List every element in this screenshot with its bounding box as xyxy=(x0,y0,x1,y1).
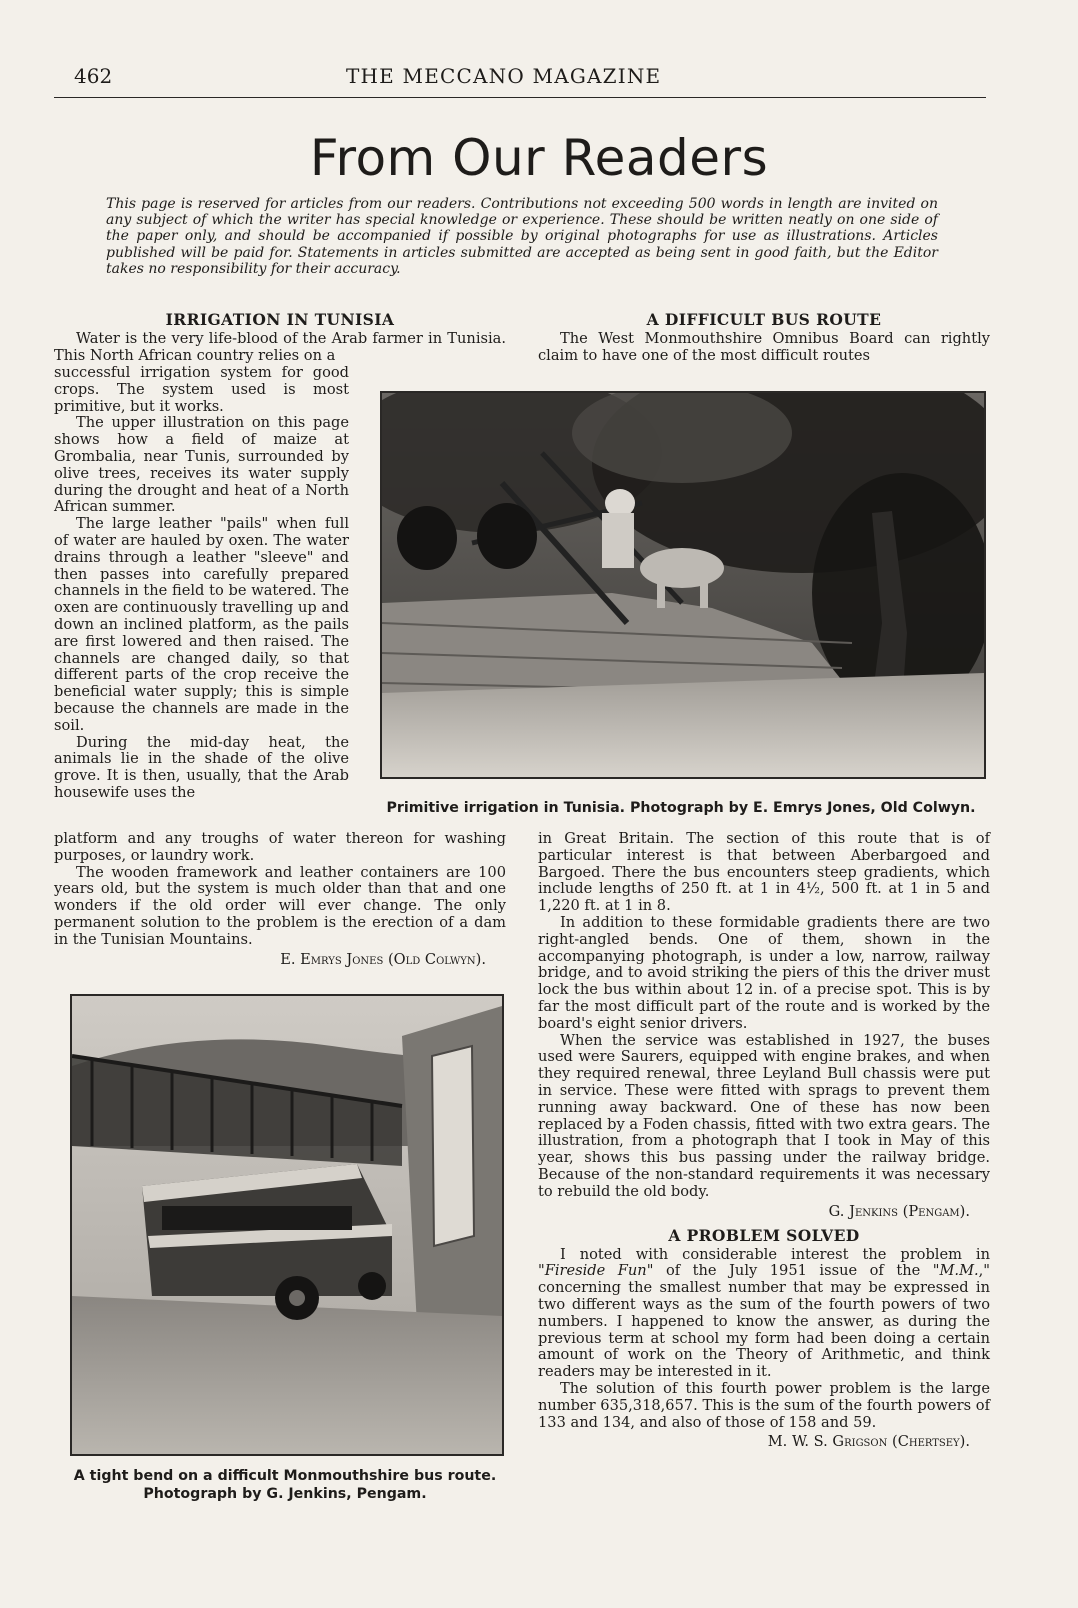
bus-caption-line: A tight bend on a difficult Monmouthshire bus route. xyxy=(73,1468,497,1484)
article3-italic-title: Fireside Fun xyxy=(544,1262,647,1280)
article2-paragraph: When the service was established in 1927, the buses used were Saurers, equipped with engine brakes, and when they required renewal, three Leyland Bull chassis were put in service. These were fitted with sprags to prevent them running away backward. One of these has now been replaced by a Foden chassis, fitted with two extra gears. The illustration, from a photograph that I took in May of this year, shows this bus passing under the railway bridge. Because of the non-standard requirements it was necessary to rebuild the old body. xyxy=(538,1031,990,1200)
article1-paragraph: During the mid-day heat, the animals lie in the shade of the olive grove. It is then, usually, that the Arab housewife uses the xyxy=(54,733,349,801)
article3-italic-abbrev: M.M. xyxy=(939,1262,979,1280)
author-name: M. W. S. Grigson (Chertsey). xyxy=(767,1433,970,1451)
intro-text: This page is reserved for articles from our readers. Contributions not exceeding 500 words in length are invited on any subject of which the writer has special knowledge or experience. These should be written neatly on one side of the paper only, and should be accompanied if possible by original photographs for use as illustrations. Articles published will be paid for. Statements in articles submitted are accepted as being sent in good faith, but the Editor takes no responsibility for their accuracy. xyxy=(106,196,938,277)
article2-signature xyxy=(538,1203,990,1220)
article-heading-bus-route: A DIFFICULT BUS ROUTE xyxy=(646,310,882,329)
bus-photo-illustration xyxy=(72,996,502,1454)
author-name: E. Emrys Jones (Old Colwyn). xyxy=(280,950,486,968)
bus-photograph xyxy=(70,994,504,1456)
page-number: 462 xyxy=(74,64,113,88)
article-heading-problem: A PROBLEM SOLVED xyxy=(668,1225,860,1245)
article3-paragraph: The solution of this fourth power problem is the large number 635,318,657. This is the sum of the fourth powers of 133 and 134, and also of those of 158 and 59. xyxy=(538,1379,990,1431)
bus-caption xyxy=(54,1467,516,1503)
article1-narrow-column xyxy=(54,365,349,802)
magazine-title: THE MECCANO MAGAZINE xyxy=(346,64,662,88)
article-heading-irrigation: IRRIGATION IN TUNISIA xyxy=(165,310,395,329)
article2-paragraph: The West Monmouthshire Omnibus Board can rightly claim to have one of the most difficult routes xyxy=(538,330,990,364)
article1-paragraph: successful irrigation system for good crops. The system used is most primitive, but it works. xyxy=(54,364,349,415)
article1-paragraph: The upper illustration on this page shows how a field of maize at Grombalia, near Tunis, surrounded by olive trees, receives its water supply during the drought and heat of a North African summer. xyxy=(54,414,349,516)
article1-signature xyxy=(54,951,506,968)
article3-signature xyxy=(538,1433,990,1450)
article1-paragraph: The large leather "pails" when full of water are hauled by oxen. The water drains through a leather "sleeve" and then passes into carefully prepared channels in the field to be watered. The oxen are continuously travelling up and down an inclined platform, as the pails are first lowered and then raised. The channels are changed daily, so that different parts of the crop receive the beneficial water supply; this is simple because the channels are made in the soil. xyxy=(54,515,349,734)
article2-paragraph: in Great Britain. The section of this route that is of particular interest is that between Aberbargoed and Bargoed. There the bus encounters steep gradients, which include lengths of 250 ft. at 1 in 4½, 500 ft. at 1 in 5 and 1,220 ft. at 1 in 8. xyxy=(538,830,990,915)
header-rule xyxy=(54,97,986,98)
author-name: G. Jenkins (Pengam). xyxy=(828,1202,970,1220)
article2-bottom xyxy=(538,831,990,1450)
irrigation-photograph xyxy=(380,391,986,779)
article1-paragraph: The wooden framework and leather containers are 100 years old, but the system is much older than that and one wonders if the old order will ever change. The only permanent solution to the problem is the erection of a dam in the Tunisian Mountains. xyxy=(54,863,506,948)
article3-text: " of the July 1951 issue of the " xyxy=(646,1262,940,1280)
article1-paragraph: platform and any troughs of water thereon for washing purposes, or laundry work. xyxy=(54,830,506,864)
article3-paragraph xyxy=(538,1247,990,1381)
article1-bottom xyxy=(54,831,506,968)
irrigation-caption: Primitive irrigation in Tunisia. Photograph by E. Emrys Jones, Old Colwyn. xyxy=(386,800,976,816)
article1-top xyxy=(54,331,506,365)
article1-paragraph: Water is the very life-blood of the Arab farmer in Tunisia. This North African country relies on a xyxy=(54,330,506,364)
article3-text: ," concerning the smallest number that may be expressed in two different ways as the sum of the fourth powers of two numbers. I happened to know the answer, as during the previous term at school my form had been doing a certain amount of work on the Theory of Arithmetic, and think readers may be interested in it. xyxy=(538,1262,991,1381)
article3-text: I noted with considerable interest the problem in " xyxy=(538,1245,990,1280)
bus-caption-line: Photograph by G. Jenkins, Pengam. xyxy=(143,1486,427,1502)
article2-top xyxy=(538,331,990,365)
article2-paragraph: In addition to these formidable gradients there are two right-angled bends. One of them, shown in the accompanying photograph, is under a low, narrow, railway bridge, and to avoid striking the piers of this the driver must lock the bus within about 12 in. of a precise spot. This is by far the most difficult part of the route and is worked by the board's eight senior drivers. xyxy=(538,913,990,1032)
irrigation-photo-illustration xyxy=(382,393,984,777)
page-title: From Our Readers xyxy=(309,129,769,187)
